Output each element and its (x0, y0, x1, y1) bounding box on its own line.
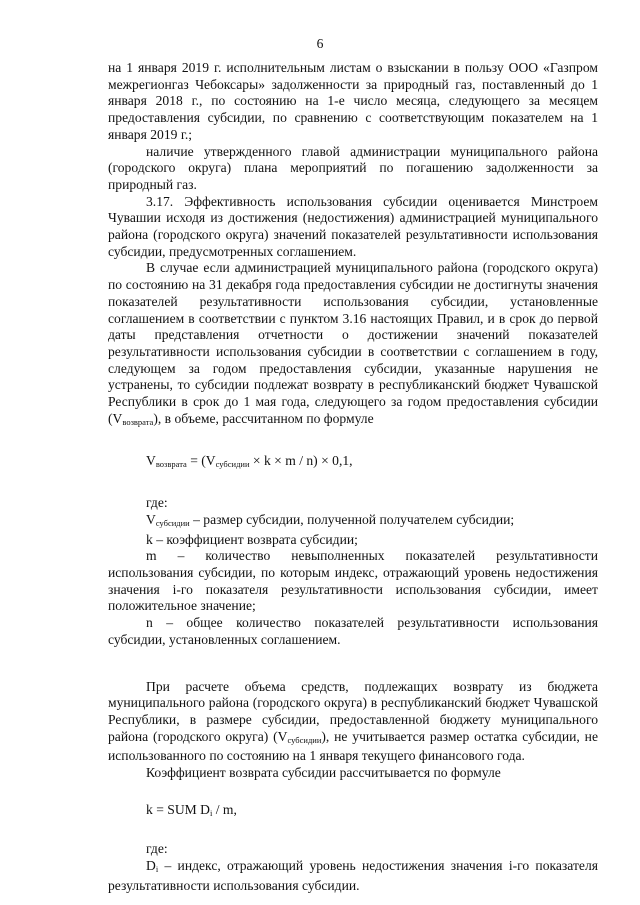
where-label: где: (146, 495, 168, 511)
definition-m: m – количество невыполненных показателей результативности использования субсидии, по которым индекс, отражающий уровень недостижения значения i-го показателя результативности использования субсидии, имеет положительное значение; (108, 548, 598, 614)
formula-return-coefficient: k = SUM $D_i$ / m, (146, 801, 237, 818)
paragraph-debt-plan: наличие утвержденного главой администрации муниципального района (городского округа) плана мероприятий по погашению задолженности за природный газ. (108, 143, 598, 192)
document-body (108, 60, 598, 895)
formula-return-volume: $V_{возврата} = (V_{субсидии} \times k \times m / n) \times 0,1$, (146, 453, 353, 470)
definition-n: n – общее количество показателей результативности использования субсидии, установленных соглашением. (108, 615, 598, 647)
paragraph-arrears-indicator: на 1 января 2019 г. исполнительным листам о взыскании в пользу ООО «Газпром межрегионгаз Чебоксары» задолженности за природный газ, поставленный до 1 января 2018 г., по состоянию на 1-е число месяца, следующего за месяцем предоставления субсидии, по сравнению с соответствующим показателем на 1 января 2019 г.; (108, 60, 598, 142)
definition-d-index: $D_i$ – индекс, отражающий уровень недостижения значения i-го показателя результативности использования субсидии. (108, 858, 598, 893)
definition-k: k – коэффициент возврата субсидии; (146, 531, 358, 547)
where-label-2: где: (146, 841, 168, 857)
paragraph-return-conditions: В случае если администрацией муниципального района (городского округа) по состоянию на 31 декабря года предоставления субсидии не достигнуты значения показателей результативности использования субсидии, установленные соглашением в соответствии с пунктом 3.16 настоящих Правил, и в срок до первой даты представления отчетности о достижении значений показателей результативности использования субсидии в соответствии с соглашением в году, следующем за годом предоставления субсидии, указанные нарушения не устранены, то субсидии подлежат возврату в республиканский бюджет Чувашской Республики в срок до 1 мая года, следующего за годом предоставления субсидии $(V_{возврата})$, в объеме, рассчитанном по формуле (108, 260, 598, 427)
definition-v-subsidy: $V_{субсидии}$ – размер субсидии, полученной получателем субсидии; (146, 511, 515, 528)
paragraph-residual-exclusion: При расчете объема средств, подлежащих возврату из бюджета муниципального района (городского округа) в республиканский бюджет Чувашской Республики, в размере субсидии, предоставленной бюджету муниципального района (городского округа) $(V_{субсидии})$, не учитывается размер остатка субсидии, не использованного по состоянию на 1 января текущего финансового года. (108, 678, 598, 764)
page-number: 6 (316, 36, 324, 51)
paragraph-coefficient-intro: Коэффициент возврата субсидии рассчитывается по формуле (146, 765, 501, 781)
paragraph-3-17-efficiency: 3.17. Эффективность использования субсидии оценивается Минстроем Чувашии исходя из достижения (недостижения) администрацией муниципального района (городского округа) значений показателей результативности использования субсидии, предусмотренных соглашением. (108, 193, 598, 259)
